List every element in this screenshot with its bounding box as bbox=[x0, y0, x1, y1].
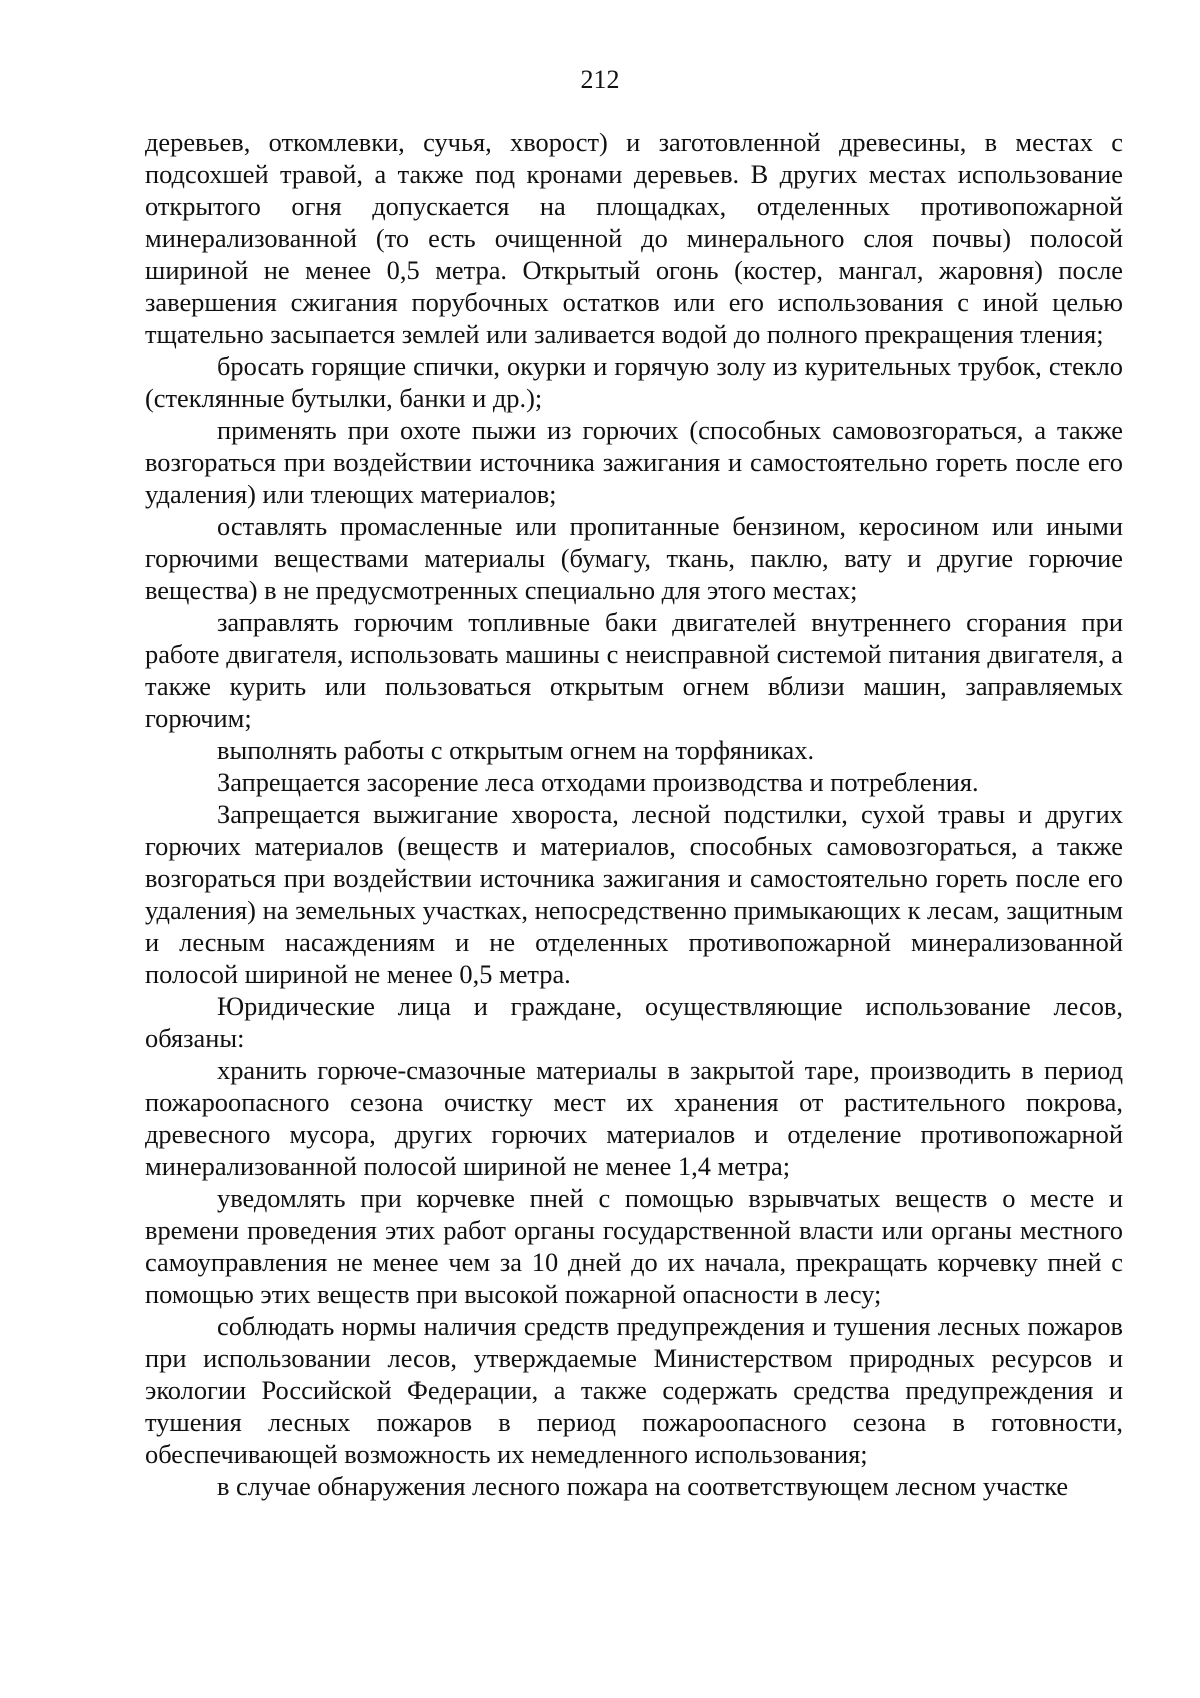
paragraph: уведомлять при корчевке пней с помощью взрывчатых веществ о месте и времени проведения этих работ органы государственной власти или органы местного самоуправления не менее чем за 10 дней до их начала, прекращать корчевку пней с помощью этих веществ при высокой пожарной опасности в лесу; bbox=[145, 1183, 1123, 1309]
paragraph: Юридические лица и граждане, осуществляющие использование лесов, обязаны: bbox=[145, 991, 1123, 1053]
paragraph: хранить горюче-смазочные материалы в закрытой таре, производить в период пожароопасного сезона очистку мест их хранения от растительного покрова, древесного мусора, других горючих материалов и отделение противопожарной минерализованной полосой шириной не менее 1,4 метра; bbox=[145, 1055, 1123, 1181]
paragraph: Запрещается выжигание хвороста, лесной подстилки, сухой травы и других горючих материалов (веществ и материалов, способных самовозгораться, а также возгораться при воздействии источника зажигания и самостоятельно гореть после его удаления) на земельных участках, непосредственно примыкающих к лесам, защитным и лесным насаждениям и не отделенных противопожарной минерализованной полосой шириной не менее 0,5 метра. bbox=[145, 799, 1123, 989]
document-body bbox=[145, 126, 1123, 1502]
paragraph: выполнять работы с открытым огнем на торфяниках. bbox=[217, 735, 815, 765]
paragraph: соблюдать нормы наличия средств предупреждения и тушения лесных пожаров при использовании лесов, утверждаемые Министерством природных ресурсов и экологии Российской Федерации, а также содержать средства предупреждения и тушения лесных пожаров в период пожароопасного сезона в готовности, обеспечивающей возможность их немедленного использования; bbox=[145, 1311, 1123, 1469]
paragraph: в случае обнаружения лесного пожара на соответствующем лесном участке bbox=[217, 1471, 1069, 1501]
paragraph: применять при охоте пыжи из горючих (способных самовозгораться, а также возгораться при воздействии источника зажигания и самостоятельно гореть после его удаления) или тлеющих материалов; bbox=[145, 415, 1123, 509]
paragraph: Запрещается засорение леса отходами производства и потребления. bbox=[217, 767, 979, 797]
paragraph: бросать горящие спички, окурки и горячую золу из курительных трубок, стекло (стеклянные бутылки, банки и др.); bbox=[145, 351, 1123, 413]
paragraph: заправлять горючим топливные баки двигателей внутреннего сгорания при работе двигателя, использовать машины с неисправной системой питания двигателя, а также курить или пользоваться открытым огнем вблизи машин, заправляемых горючим; bbox=[145, 607, 1123, 733]
paragraph: деревьев, откомлевки, сучья, хворост) и заготовленной древесины, в местах с подсохшей травой, а также под кронами деревьев. В других местах использование открытого огня допускается на площадках, отделенных противопожарной минерализованной (то есть очищенной до минерального слоя почвы) полосой шириной не менее 0,5 метра. Открытый огонь (костер, мангал, жаровня) после завершения сжигания порубочных остатков или его использования с иной целью тщательно засыпается землей или заливается водой до полного прекращения тления; bbox=[145, 127, 1123, 349]
page-number: 212 bbox=[580, 65, 620, 94]
paragraph: оставлять промасленные или пропитанные бензином, керосином или иными горючими веществами материалы (бумагу, ткань, паклю, вату и другие горючие вещества) в не предусмотренных специально для этого местах; bbox=[145, 511, 1123, 605]
